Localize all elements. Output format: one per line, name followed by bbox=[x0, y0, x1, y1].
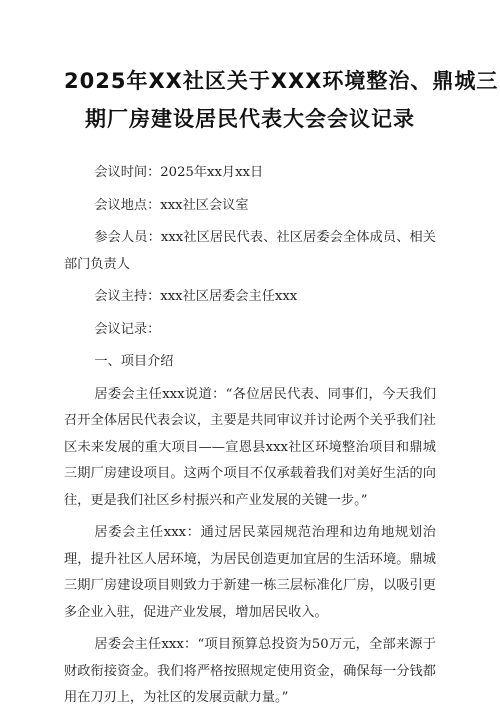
meeting-place: 会议地点：xxx社区会议室 bbox=[94, 197, 249, 213]
document-title bbox=[64, 62, 499, 138]
title-line-1: 2025年XX社区关于XXX环境整治、鼎城三 bbox=[64, 69, 499, 93]
attendees: 参会人员：xxx社区居民代表、社区居委会全体成员、相关部门负责人 bbox=[64, 230, 436, 272]
title-line-2: 期厂房建设居民代表大会会议记录 bbox=[85, 107, 415, 131]
paragraph-project-details: 居委会主任xxx：通过居民菜园规范治理和边角地规划治理，提升社区人居环境，为居民创造更加宜居的生活环境。鼎城三期厂房建设项目则致力于新建一栋三层标准化厂房，以吸引更多企业入驻，促进产业发展，增加居民收入。 bbox=[64, 525, 436, 620]
paragraph-opening-speech: 居委会主任xxx说道：“各位居民代表、同事们，今天我们召开全体居民代表会议，主要是共同审议并讨论两个关乎我们社区未来发展的重大项目——宣恩县xxx社区环境整治项目和鼎城三期厂房建设项目。这两个项目不仅承载着我们对美好生活的向往，更是我们社区乡村振兴和产业发展的关键一步。” bbox=[64, 386, 436, 508]
paragraph-budget: 居委会主任xxx：“项目预算总投资为50万元，全部来源于财政衔接资金。我们将严格按照规定使用资金，确保每一分钱都用在刀刃上，为社区的发展贡献力量。” bbox=[64, 637, 436, 705]
section-heading-project-intro: 一、项目介绍 bbox=[94, 354, 174, 369]
meeting-time: 会议时间：2025年xx月xx日 bbox=[94, 165, 264, 180]
meeting-host: 会议主持：xxx社区居委会主任xxx bbox=[94, 289, 298, 304]
minutes-label: 会议记录： bbox=[94, 321, 161, 337]
